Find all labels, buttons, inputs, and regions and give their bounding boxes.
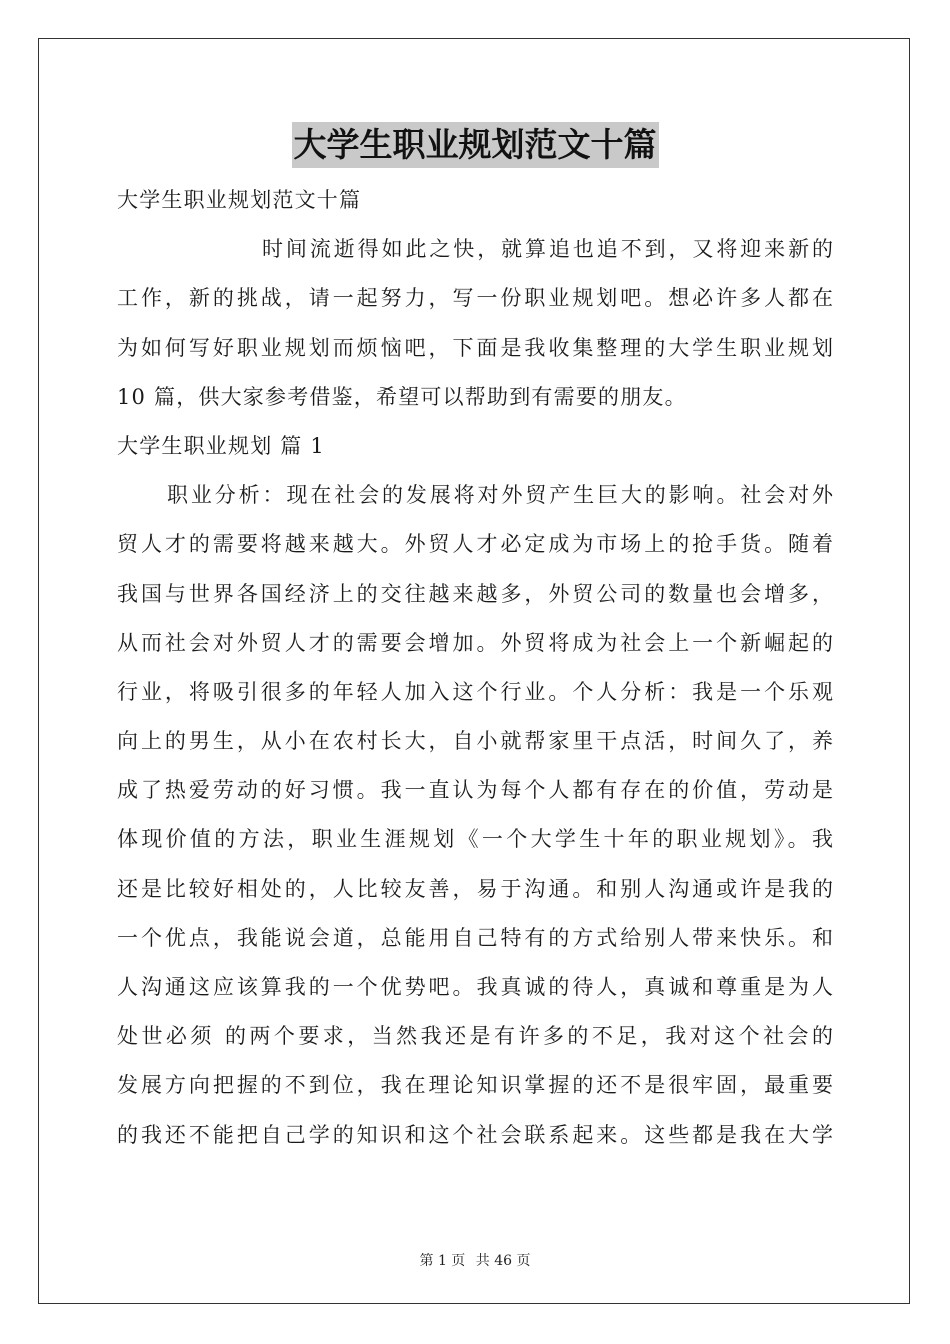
document-title: 大学生职业规划范文十篇 xyxy=(292,122,659,168)
body-line: 处世必须 的两个要求，当然我还是有许多的不足，我对这个社会的 xyxy=(117,1024,833,1049)
body-line: 人沟通这应该算我的一个优势吧。我真诚的待人，真诚和尊重是为人 xyxy=(117,975,833,999)
body-line: 体现价值的方法，职业生涯规划《一个大学生十年的职业规划》。我 xyxy=(117,827,833,852)
page-footer xyxy=(0,1250,950,1270)
body-line: 向上的男生，从小在农村长大，自小就帮家里干点活，时间久了，养 xyxy=(117,729,833,754)
intro-line: 时间流逝得如此之快，就算追也追不到，又将迎来新的 xyxy=(262,237,833,262)
page-number: 第 1 页 xyxy=(419,1253,466,1269)
title-wrap xyxy=(0,122,950,168)
body-line: 发展方向把握的不到位，我在理论知识掌握的还不是很牢固，最重要 xyxy=(117,1073,833,1098)
body-line: 从而社会对外贸人才的需要会增加。外贸将成为社会上一个新崛起的 xyxy=(117,630,833,655)
intro-line: 工作，新的挑战，请一起努力，写一份职业规划吧。想必许多人都在 xyxy=(117,286,833,311)
body-line: 贸人才的需要将越来越大。外贸人才必定成为市场上的抢手货。随着 xyxy=(117,532,833,557)
body-line: 还是比较好相处的，人比较友善，易于沟通。和别人沟通或许是我的 xyxy=(117,876,833,901)
document-subtitle: 大学生职业规划范文十篇 xyxy=(117,188,362,212)
body-line: 行业，将吸引很多的年轻人加入这个行业。个人分析：我是一个乐观 xyxy=(117,679,833,704)
body-line: 一个优点，我能说会道，总能用自己特有的方式给别人带来快乐。和 xyxy=(117,925,833,950)
page-total: 共 46 页 xyxy=(475,1253,531,1269)
body-line: 成了热爱劳动的好习惯。我一直认为每个人都有存在的价值，劳动是 xyxy=(117,778,833,803)
intro-line: 为如何写好职业规划而烦恼吧，下面是我收集整理的大学生职业规划 xyxy=(117,335,833,360)
document-body xyxy=(117,176,833,1160)
section-heading: 大学生职业规划 篇 1 xyxy=(117,433,325,458)
body-line: 我国与世界各国经济上的交往越来越多，外贸公司的数量也会增多， xyxy=(117,581,833,606)
body-line: 职业分析：现在社会的发展将对外贸产生巨大的影响。社会对外 xyxy=(167,483,833,508)
intro-line: 10 篇，供大家参考借鉴，希望可以帮助到有需要的朋友。 xyxy=(117,384,687,409)
body-line: 的我还不能把自己学的知识和这个社会联系起来。这些都是我在大学 xyxy=(117,1122,833,1147)
